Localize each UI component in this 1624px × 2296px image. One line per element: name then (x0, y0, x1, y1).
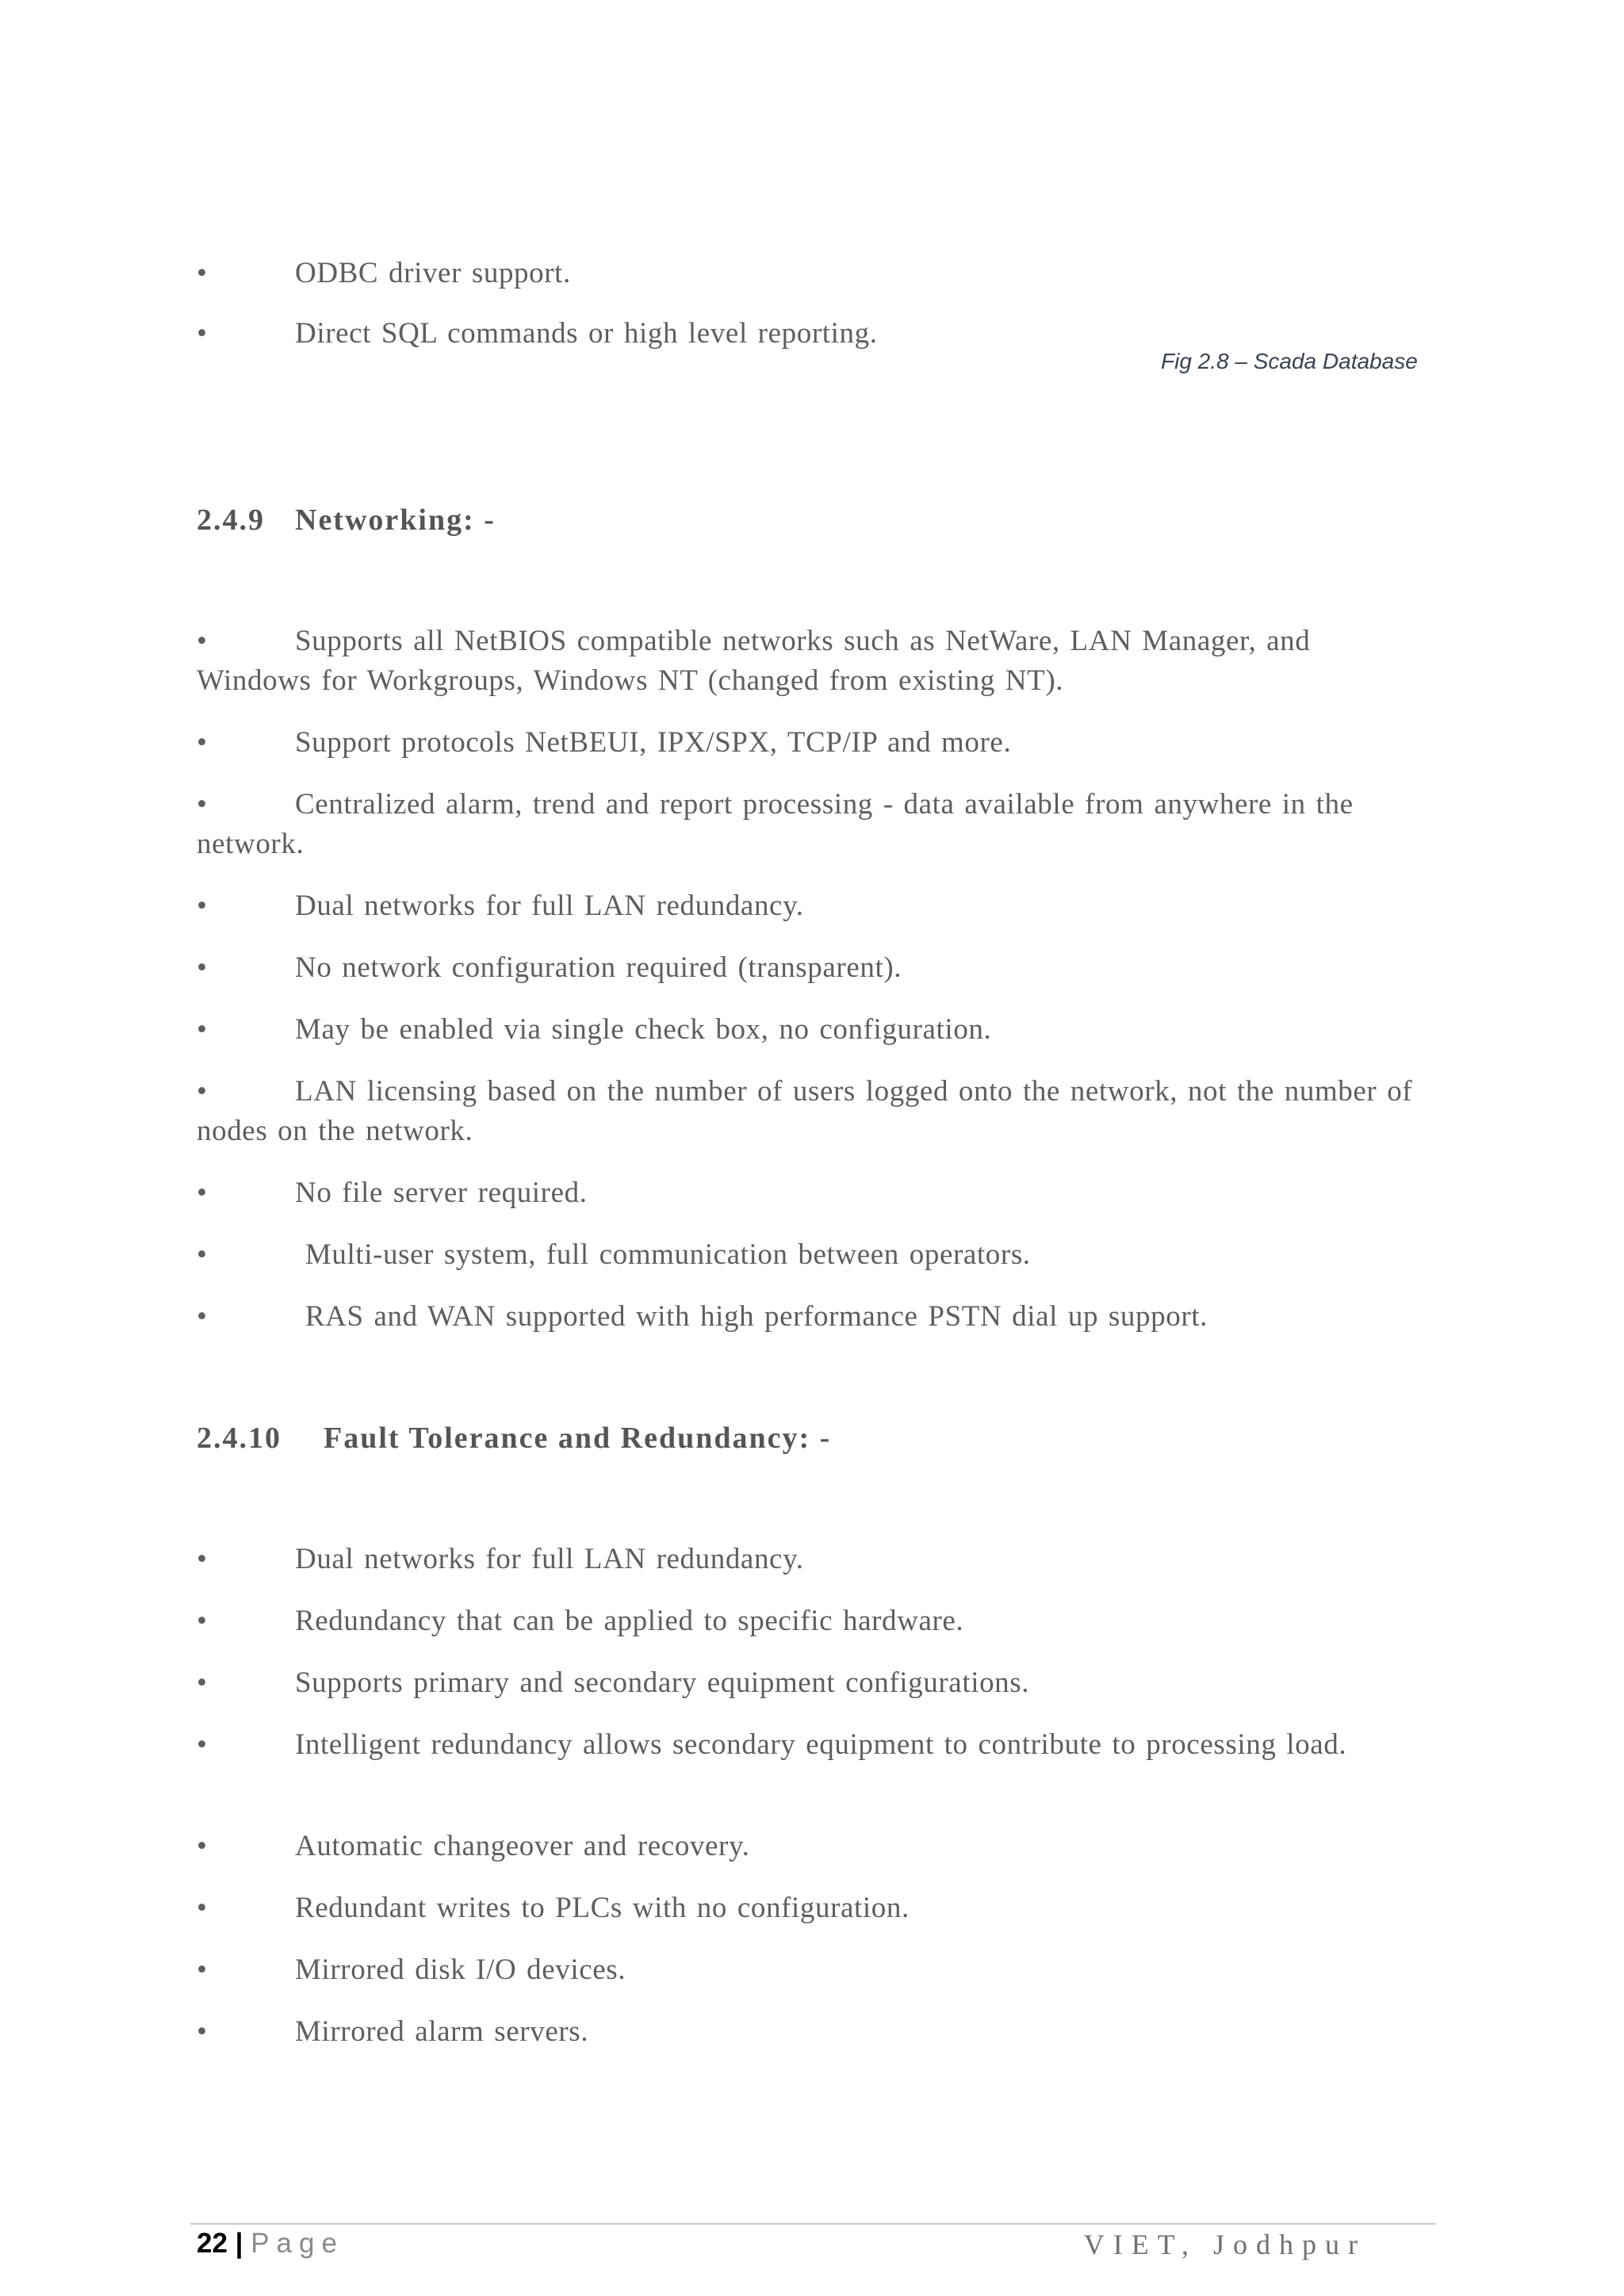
section-title: Networking: - (295, 503, 496, 537)
bullet-icon: • (197, 1667, 208, 1699)
list-item-text: LAN licensing based on the number of users logged onto the network, not the number of nodes on the network. (197, 1075, 1413, 1147)
list-item (197, 1297, 1427, 1337)
list-item (197, 1827, 1427, 1866)
bullet-icon: • (197, 890, 208, 922)
bullet-icon: • (197, 1075, 208, 1108)
bullet-icon: • (197, 1177, 208, 1209)
list-item (197, 785, 1427, 864)
bullet-icon: • (197, 1543, 208, 1575)
list-item-text: Mirrored alarm servers. (295, 2015, 589, 2048)
list-item (197, 1540, 1427, 1579)
page-number: 22 (197, 2228, 228, 2259)
list-item-text: May be enabled via single check box, no configuration. (295, 1013, 992, 1046)
bullet-icon: • (197, 726, 208, 759)
list-item-text: Mirrored disk I/O devices. (295, 1954, 626, 1986)
bullet-icon: • (197, 1300, 208, 1333)
list-item-text: Supports all NetBIOS compatible networks such as NetWare, LAN Manager, and Windows for Workgroups, Windows NT (changed from existing NT). (197, 625, 1311, 697)
list-item-text: Dual networks for full LAN redundancy. (295, 890, 804, 922)
figure-caption: Fig 2.8 – Scada Database (1161, 349, 1418, 373)
list-item (197, 1601, 1427, 1641)
list-item-text: Support protocols NetBEUI, IPX/SPX, TCP/IP and more. (295, 726, 1012, 759)
list-item-text: ODBC driver support. (295, 257, 571, 289)
bullet-icon: • (197, 625, 208, 657)
list-item (197, 622, 1427, 701)
bullet-icon: • (197, 1830, 208, 1862)
bullet-icon: • (197, 951, 208, 984)
bullet-icon: • (197, 1238, 208, 1271)
list-item-text: Dual networks for full LAN redundancy. (295, 1543, 804, 1575)
list-item-text: Multi-user system, full communication between operators. (295, 1238, 1031, 1271)
list-item (197, 254, 1427, 293)
list-item-text: Redundant writes to PLCs with no configuration. (295, 1892, 910, 1924)
page-number-footer (197, 2228, 344, 2260)
section-title: Fault Tolerance and Redundancy: - (324, 1422, 832, 1455)
list-item (197, 1888, 1427, 1928)
list-item (197, 1663, 1427, 1703)
list-item (197, 314, 1427, 354)
list-item-text: Supports primary and secondary equipment configurations. (295, 1667, 1030, 1699)
bullet-icon: • (197, 317, 208, 350)
list-item-text: Intelligent redundancy allows secondary equipment to contribute to processing load. (295, 1728, 1347, 1761)
bullet-icon: • (197, 1605, 208, 1637)
list-item (197, 723, 1427, 763)
list-item-text: RAS and WAN supported with high performance PSTN dial up support. (295, 1300, 1208, 1333)
list-item (197, 1010, 1427, 1050)
bullet-icon: • (197, 1954, 208, 1986)
list-item (197, 886, 1427, 926)
page-label: Page (251, 2228, 344, 2259)
bullet-icon: • (197, 2015, 208, 2048)
list-item (197, 1072, 1427, 1151)
bullet-icon: • (197, 1728, 208, 1761)
bullet-icon: • (197, 788, 208, 821)
bullet-icon: • (197, 257, 208, 289)
list-item-text: No network configuration required (transparent). (295, 951, 902, 984)
list-item (197, 1725, 1427, 1765)
page-separator: | (235, 2228, 243, 2259)
list-item-text: Direct SQL commands or high level reporting. (295, 317, 878, 350)
list-item-text: Redundancy that can be applied to specific hardware. (295, 1605, 964, 1637)
list-item-text: Automatic changeover and recovery. (295, 1830, 750, 1862)
bullet-icon: • (197, 1892, 208, 1924)
list-item (197, 1173, 1427, 1213)
list-item (197, 1950, 1427, 1990)
list-item (197, 1235, 1427, 1275)
list-item (197, 948, 1427, 988)
institution-footer: VIET, Jodhpur (1083, 2229, 1366, 2260)
list-item-text: No file server required. (295, 1177, 588, 1209)
section-heading-fault-tolerance (197, 1421, 831, 1456)
list-item-text: Centralized alarm, trend and report processing - data available from anywhere in the network. (197, 788, 1354, 860)
list-item (197, 2012, 1427, 2052)
section-number: 2.4.9 (197, 503, 265, 537)
bullet-icon: • (197, 1013, 208, 1046)
section-number: 2.4.10 (197, 1422, 282, 1455)
footer-divider (190, 2223, 1435, 2225)
section-heading-networking (197, 503, 496, 538)
